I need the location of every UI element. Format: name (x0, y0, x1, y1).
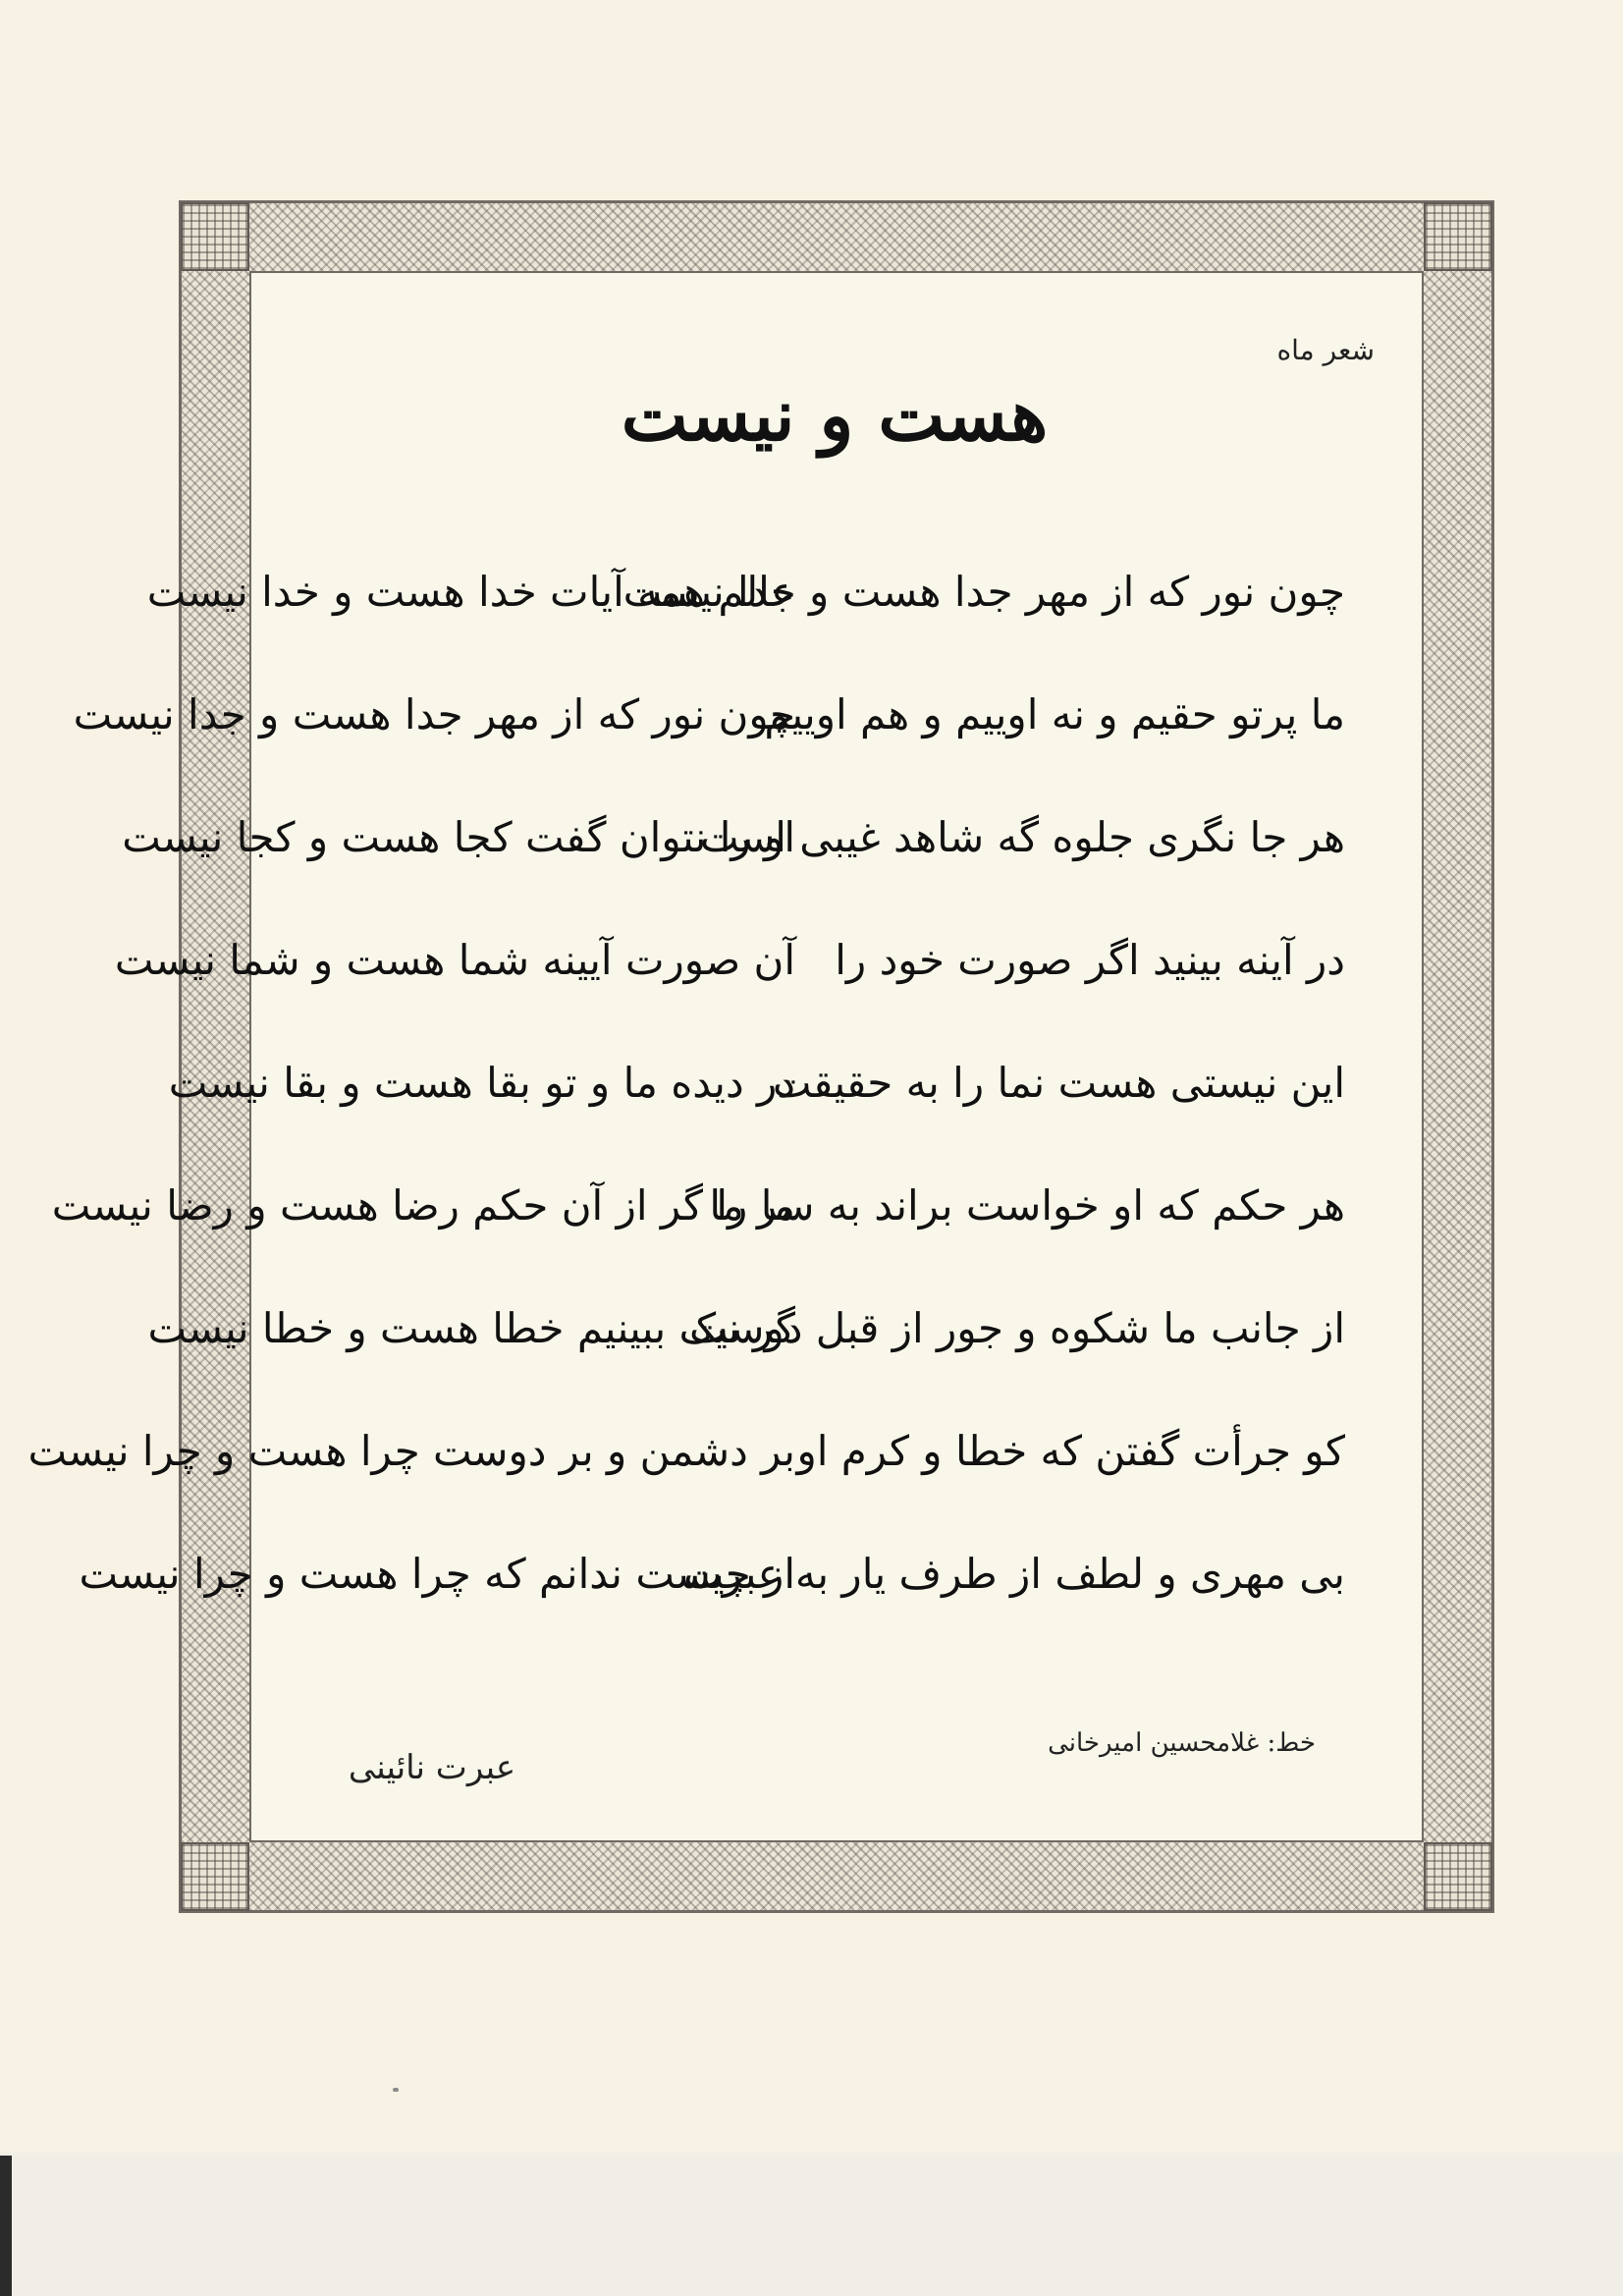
hemistich-left: آن صورت آیینه شما هست و شما نیست (114, 936, 795, 984)
couplet (114, 899, 1345, 1021)
scan-bottom-strip (0, 2153, 1623, 2296)
header-label: شعر ماه (1276, 334, 1375, 366)
hemistich-left: او را نتوان گفت کجا هست و کجا نیست (122, 813, 795, 861)
poem-title: هست و نیست (621, 373, 1049, 457)
poem-body (27, 530, 1345, 1635)
couplet (79, 1512, 1345, 1635)
hemistich-left: از چیست ندانم که چرا هست و چرا نیست (79, 1550, 795, 1598)
hemistich-right: هر جا نگری جلوه گه شاهد غیبی است (699, 813, 1345, 861)
hemistich-left: بر دشمن و بر دوست چرا هست و چرا نیست (27, 1427, 795, 1475)
border-corner-top-right (1424, 202, 1492, 271)
hemistich-right: چون نور که از مهر جدا هست و جدا نیست (622, 568, 1345, 616)
couplet (73, 653, 1345, 776)
hemistich-right: بی مهری و لطف از طرف یار به عبرت (683, 1550, 1345, 1598)
couplet (168, 1021, 1345, 1144)
hemistich-left: چون نور که از مهر جدا هست و جدا نیست (73, 690, 795, 738)
hemistich-left: در دیده ما و تو بقا هست و بقا نیست (168, 1059, 795, 1107)
hemistich-left: ما را گر از آن حکم رضا هست و رضا نیست (51, 1181, 795, 1230)
poet-credit: عبرت نائینی (348, 1748, 516, 1787)
hemistich-left: عالم همه آیات خدا هست و خدا نیست (146, 568, 795, 616)
scan-edge (0, 2156, 12, 2296)
calligrapher-credit: خط: غلامحسین امیرخانی (1048, 1728, 1316, 1758)
hemistich-right: این نیستی هست نما را به حقیقت (772, 1059, 1345, 1107)
couplet (147, 1267, 1345, 1390)
hemistich-right: از جانب ما شکوه و جور از قبل دوست (689, 1304, 1345, 1352)
couplet (146, 530, 1345, 653)
hemistich-right: کو جرأت گفتن که خطا و کرم او (796, 1427, 1345, 1475)
border-corner-top-left (181, 202, 249, 271)
hemistich-left: گر نیک ببینیم خطا هست و خطا نیست (147, 1304, 795, 1352)
border-corner-bottom-right (1424, 1842, 1492, 1911)
couplet (51, 1144, 1345, 1267)
border-corner-bottom-left (181, 1842, 249, 1911)
couplet (27, 1390, 1345, 1512)
scan-speck (393, 2088, 399, 2092)
hemistich-right: در آینه بینید اگر صورت خود را (835, 936, 1345, 984)
hemistich-right: ما پرتو حقیم و نه اوییم و هم اوییم (764, 690, 1345, 738)
hemistich-right: هر حکم که او خواست براند به سر ما (709, 1181, 1345, 1230)
couplet (122, 776, 1345, 899)
